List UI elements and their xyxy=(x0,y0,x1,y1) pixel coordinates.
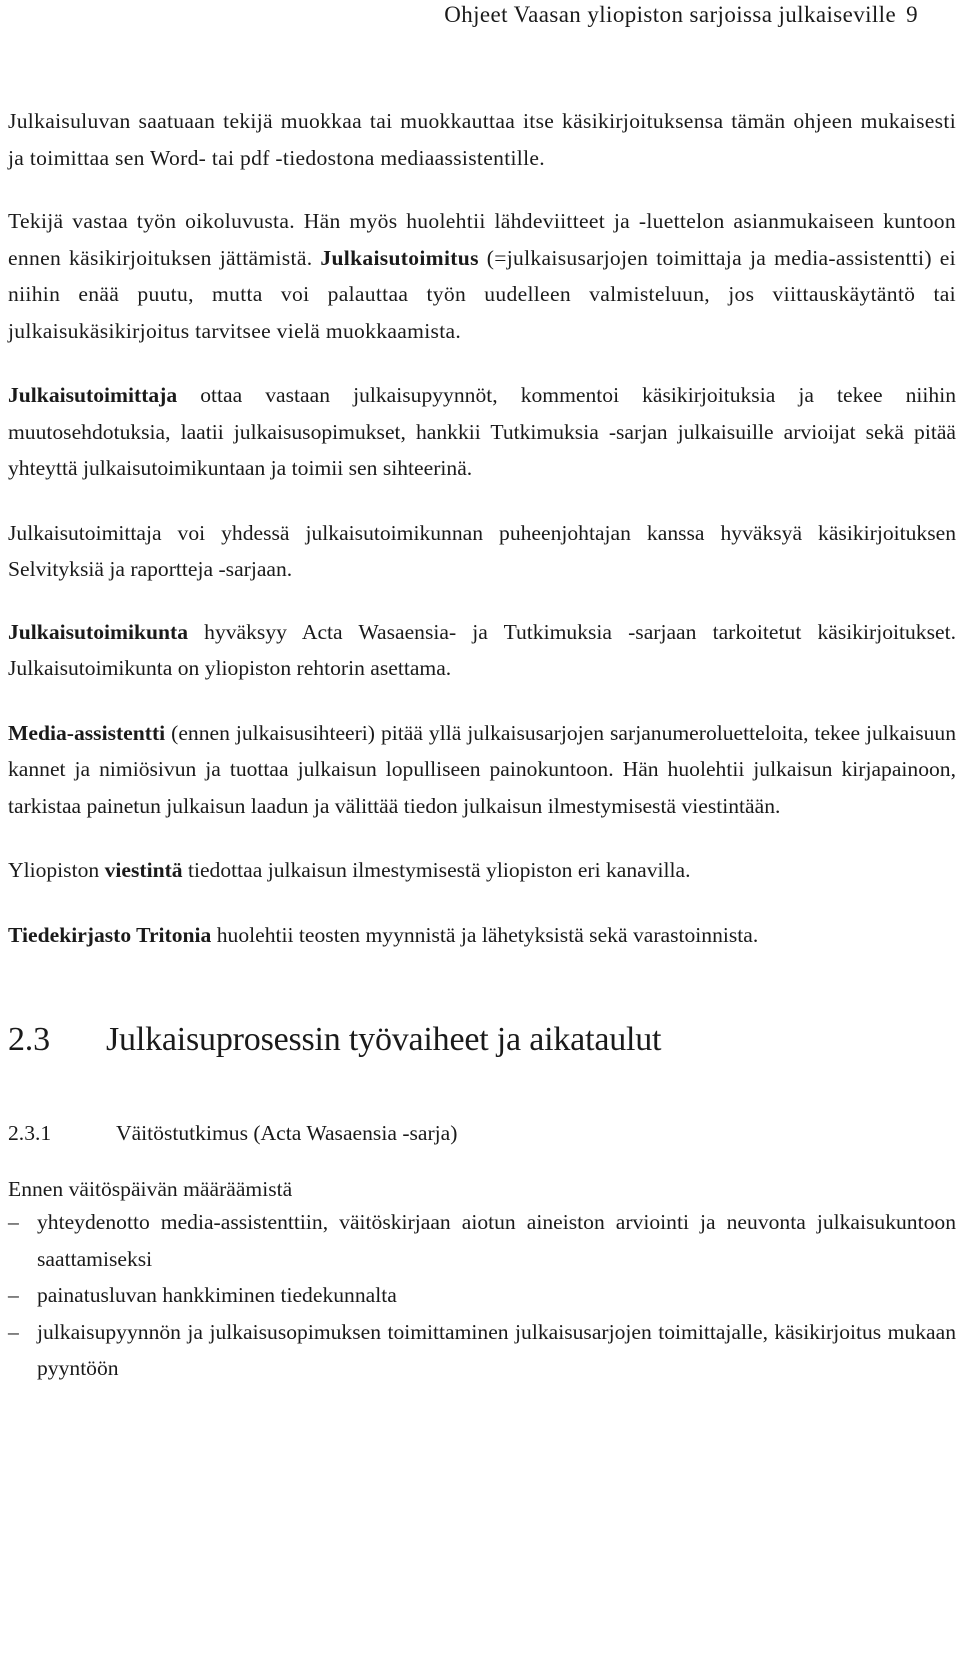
paragraph-library xyxy=(8,917,956,954)
paragraph-publication-permit: Julkaisuluvan saatuaan tekijä muokkaa tai muokkauttaa itse käsikirjoituksensa tämän ohjeen mukaisesti ja toimittaa sen Word- tai pdf -tiedostona mediaassistentille. xyxy=(8,109,956,170)
library-description: huolehtii teosten myynnistä ja lähetyksistä sekä varastoinnista. xyxy=(211,922,759,947)
paragraph-editor xyxy=(8,377,956,487)
committee-description: hyväksyy Acta Wasaensia- ja Tutkimuksia -sarjaan tarkoitetut käsikirjoitukset. Julkaisutoimikunta on yliopiston rehtorin asettama. xyxy=(8,619,956,680)
term-tiedekirjasto-tritonia: Tiedekirjasto Tritonia xyxy=(8,922,212,947)
term-julkaisutoimittaja: Julkaisutoimittaja xyxy=(8,383,178,407)
paragraph-proofreading xyxy=(8,203,956,349)
list-item-text: painatusluvan hankkiminen tiedekunnalta xyxy=(37,1283,397,1307)
communications-rest: tiedottaa julkaisun ilmestymisestä yliopiston eri kanavilla. xyxy=(182,858,691,882)
term-julkaisutoimikunta: Julkaisutoimikunta xyxy=(8,619,189,644)
paragraph-committee xyxy=(8,614,956,687)
running-header-title: Ohjeet Vaasan yliopiston sarjoissa julkaiseville xyxy=(444,2,897,27)
page-number: 9 xyxy=(906,2,918,27)
section-number: 2.3 xyxy=(8,1021,50,1058)
body-text xyxy=(8,103,956,1387)
editor-description: ottaa vastaan julkaisupyynnöt, kommentoi käsikirjoituksia ja tekee niihin muutosehdotuksia, laatii julkaisusopimukset, hankkii Tutkimuksia -sarjan julkaisuille arvioijat sekä pitää yhteyttä julkaisutoimikuntaan ja toimii sen sihteerinä. xyxy=(8,383,956,480)
paragraph-communications xyxy=(8,852,956,889)
paragraph-editor-approval: Julkaisutoimittaja voi yhdessä julkaisutoimikunnan puheenjohtajan kanssa hyväksyä käsikirjoituksen Selvityksiä ja raportteja -sarjaan. xyxy=(8,520,956,581)
section-heading xyxy=(8,1018,956,1062)
proofreading-rest: (=julkaisusarjojen toimittaja ja media-assistentti) ei niihin enää puutu, mutta voi palauttaa työn uudelleen valmisteluun, jos viittauskäytäntö tai julkaisukäsikirjoitus tarvitsee vielä muokkaamista. xyxy=(8,245,956,343)
section-title: Julkaisuprosessin työvaiheet ja aikataulut xyxy=(106,1021,662,1058)
list-item xyxy=(8,1204,956,1277)
term-julkaisutoimitus: Julkaisutoimitus xyxy=(320,245,479,270)
media-assistant-description: (ennen julkaisusihteeri) pitää yllä julkaisusarjojen sarjanumeroluetteloita, tekee julkaisuun kannet ja nimiösivun ja tuottaa julkaisun lopulliseen painokuntoon. Hän huolehtii julkaisun kirjapainoon, tarkistaa painetun julkaisun laadun ja välittää tiedon julkaisun ilmestymisestä viestintään. xyxy=(8,720,956,818)
task-list xyxy=(8,1204,956,1387)
list-dash: – xyxy=(8,1319,19,1344)
list-dash: – xyxy=(8,1283,19,1307)
list-item-text: julkaisupyynnön ja julkaisusopimuksen toimittaminen julkaisusarjojen toimittajalle, käsikirjoitus mukaan pyyntöön xyxy=(37,1319,956,1380)
subsection-number: 2.3.1 xyxy=(8,1121,52,1145)
communications-pre: Yliopiston xyxy=(8,858,105,882)
running-header xyxy=(444,0,918,30)
proofreading-intro: Tekijä vastaa työn oikoluvusta. Hän myös huolehtii lähdeviitteet ja -luettelon asianmukaiseen kuntoon ennen käsikirjoituksen jättämistä. xyxy=(8,209,956,270)
term-media-assistentti: Media-assistentti xyxy=(8,720,166,745)
paragraph-media-assistant xyxy=(8,715,956,825)
subsection-heading xyxy=(8,1118,956,1148)
term-viestinta: viestintä xyxy=(104,858,183,882)
subsection-title: Väitöstutkimus (Acta Wasaensia -sarja) xyxy=(116,1121,458,1145)
subheading-before-defense-date: Ennen väitöspäivän määräämistä xyxy=(8,1177,293,1201)
list-item-text: yhteydenotto media-assistenttiin, väitöskirjaan aiotun aineiston arviointi ja neuvonta julkaisukuntoon saattamiseksi xyxy=(37,1210,956,1271)
list-item xyxy=(8,1277,956,1314)
list-item xyxy=(8,1314,956,1387)
list-dash: – xyxy=(8,1210,19,1234)
